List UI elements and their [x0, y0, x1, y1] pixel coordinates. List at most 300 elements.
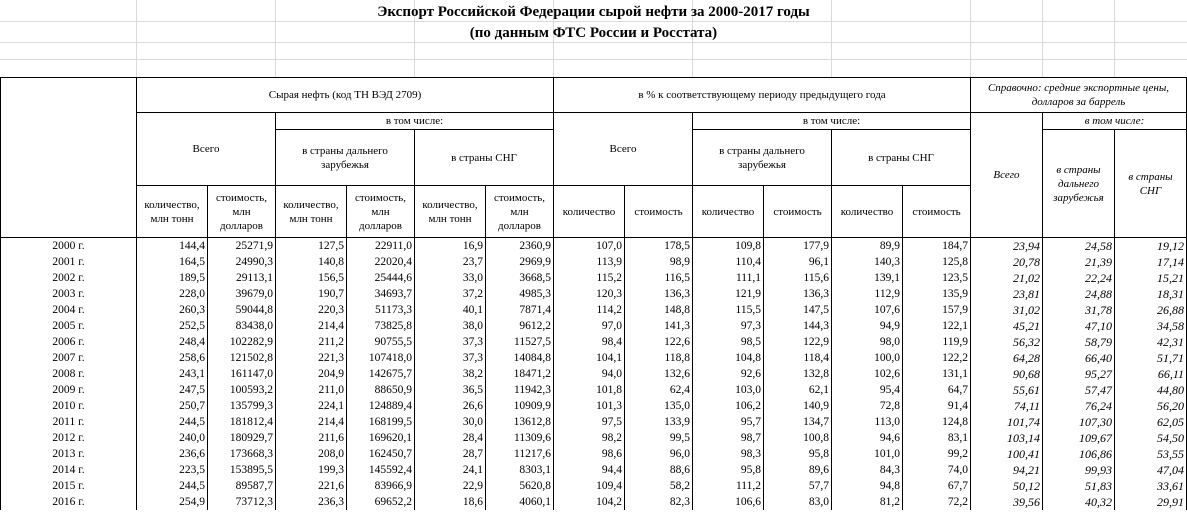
table-row	[1, 430, 1187, 446]
value-cell: 47,10	[1043, 318, 1115, 334]
value-cell: 220,3	[276, 302, 347, 318]
value-cell: 84,3	[832, 462, 903, 478]
value-cell: 254,9	[137, 494, 208, 510]
value-cell: 31,02	[971, 302, 1043, 318]
value-cell: 111,1	[693, 270, 764, 286]
value-cell: 74,0	[903, 462, 971, 478]
value-cell: 124889,4	[347, 398, 415, 414]
value-cell: 101,8	[554, 382, 625, 398]
value-cell: 214,4	[276, 318, 347, 334]
value-cell: 141,3	[625, 318, 693, 334]
value-cell: 103,0	[693, 382, 764, 398]
value-cell: 107,6	[832, 302, 903, 318]
value-cell: 101,3	[554, 398, 625, 414]
table-row	[1, 318, 1187, 334]
value-cell: 24990,3	[208, 254, 276, 270]
value-cell: 3668,5	[486, 270, 554, 286]
value-cell: 96,0	[625, 446, 693, 462]
value-cell: 96,1	[764, 254, 832, 270]
value-cell: 140,3	[832, 254, 903, 270]
cis-qty-header: количество, млн тонн	[415, 186, 486, 238]
value-cell: 173668,3	[208, 446, 276, 462]
value-cell: 29,91	[1115, 494, 1187, 510]
value-cell: 9612,2	[486, 318, 554, 334]
value-cell: 23,7	[415, 254, 486, 270]
value-cell: 248,4	[137, 334, 208, 350]
value-cell: 51,83	[1043, 478, 1115, 494]
value-cell: 121,9	[693, 286, 764, 302]
value-cell: 11942,3	[486, 382, 554, 398]
value-cell: 221,6	[276, 478, 347, 494]
value-cell: 97,3	[693, 318, 764, 334]
value-cell: 236,3	[276, 494, 347, 510]
value-cell: 37,3	[415, 334, 486, 350]
value-cell: 139,1	[832, 270, 903, 286]
value-cell: 94,9	[832, 318, 903, 334]
pct-header: в % к соответствующему периоду предыдущего года	[554, 78, 971, 113]
qty-header: количество, млн тонн	[137, 186, 208, 238]
value-cell: 50,12	[971, 478, 1043, 494]
value-cell: 18,6	[415, 494, 486, 510]
value-cell: 40,1	[415, 302, 486, 318]
value-cell: 83,0	[764, 494, 832, 510]
value-cell: 122,2	[903, 350, 971, 366]
value-cell: 190,7	[276, 286, 347, 302]
value-cell: 94,21	[971, 462, 1043, 478]
value-cell: 74,11	[971, 398, 1043, 414]
value-cell: 38,2	[415, 366, 486, 382]
table-row	[1, 286, 1187, 302]
value-cell: 31,78	[1043, 302, 1115, 318]
value-cell: 72,8	[832, 398, 903, 414]
value-cell: 115,6	[764, 270, 832, 286]
value-cell: 18,31	[1115, 286, 1187, 302]
year-cell: 2015 г.	[1, 478, 137, 494]
value-cell: 28,7	[415, 446, 486, 462]
value-cell: 161147,0	[208, 366, 276, 382]
value-cell: 81,2	[832, 494, 903, 510]
value-cell: 104,8	[693, 350, 764, 366]
value-cell: 2360,9	[486, 238, 554, 255]
table-row	[1, 414, 1187, 430]
value-cell: 38,0	[415, 318, 486, 334]
value-cell: 208,0	[276, 446, 347, 462]
value-cell: 99,93	[1043, 462, 1115, 478]
page-title: Экспорт Российской Федерации сырой нефти за 2000-2017 годы	[377, 4, 810, 20]
value-cell: 98,9	[625, 254, 693, 270]
value-cell: 214,4	[276, 414, 347, 430]
value-cell: 34693,7	[347, 286, 415, 302]
value-cell: 17,14	[1115, 254, 1187, 270]
year-header-cell	[1, 78, 137, 238]
value-cell: 89,9	[832, 238, 903, 255]
value-cell: 244,5	[137, 414, 208, 430]
value-cell: 25271,9	[208, 238, 276, 255]
value-cell: 22,9	[415, 478, 486, 494]
pct-cis-header: в страны СНГ	[832, 130, 971, 186]
value-cell: 244,5	[137, 478, 208, 494]
value-cell: 140,8	[276, 254, 347, 270]
value-cell: 98,0	[832, 334, 903, 350]
page-subtitle: (по данным ФТС России и Росстата)	[469, 25, 718, 41]
table-row	[1, 462, 1187, 478]
value-cell: 100,41	[971, 446, 1043, 462]
value-cell: 169620,1	[347, 430, 415, 446]
cis-header: в страны СНГ	[415, 130, 554, 186]
value-cell: 30,0	[415, 414, 486, 430]
value-cell: 73825,8	[347, 318, 415, 334]
value-cell: 2969,9	[486, 254, 554, 270]
value-cell: 90755,5	[347, 334, 415, 350]
value-cell: 23,81	[971, 286, 1043, 302]
value-cell: 123,5	[903, 270, 971, 286]
value-cell: 95,8	[693, 462, 764, 478]
value-cell: 199,3	[276, 462, 347, 478]
pct-far-qty-header: количество	[693, 186, 764, 238]
value-cell: 101,74	[971, 414, 1043, 430]
value-cell: 95,4	[832, 382, 903, 398]
table-row	[1, 494, 1187, 510]
value-cell: 115,2	[554, 270, 625, 286]
ref-including-header: в том числе:	[1043, 113, 1187, 130]
value-cell: 211,0	[276, 382, 347, 398]
value-cell: 11527,5	[486, 334, 554, 350]
value-cell: 156,5	[276, 270, 347, 286]
value-cell: 112,9	[832, 286, 903, 302]
value-cell: 83,1	[903, 430, 971, 446]
value-cell: 99,5	[625, 430, 693, 446]
value-cell: 153895,5	[208, 462, 276, 478]
value-cell: 66,11	[1115, 366, 1187, 382]
value-cell: 148,8	[625, 302, 693, 318]
value-cell: 177,9	[764, 238, 832, 255]
value-cell: 56,20	[1115, 398, 1187, 414]
value-cell: 73712,3	[208, 494, 276, 510]
value-cell: 99,2	[903, 446, 971, 462]
value-cell: 11309,6	[486, 430, 554, 446]
pct-total-header: Всего	[554, 113, 693, 186]
value-cell: 113,0	[832, 414, 903, 430]
value-cell: 157,9	[903, 302, 971, 318]
value-cell: 98,7	[693, 430, 764, 446]
far-abroad-header: в страны дальнего зарубежья	[276, 130, 415, 186]
year-cell: 2013 г.	[1, 446, 137, 462]
value-cell: 162450,7	[347, 446, 415, 462]
value-cell: 144,3	[764, 318, 832, 334]
value-cell: 64,28	[971, 350, 1043, 366]
value-cell: 44,80	[1115, 382, 1187, 398]
including-header: в том числе:	[276, 113, 554, 130]
value-cell: 124,8	[903, 414, 971, 430]
value-cell: 115,5	[693, 302, 764, 318]
value-cell: 184,7	[903, 238, 971, 255]
value-cell: 7871,4	[486, 302, 554, 318]
value-cell: 122,6	[625, 334, 693, 350]
value-cell: 8303,1	[486, 462, 554, 478]
value-cell: 114,2	[554, 302, 625, 318]
value-cell: 135,9	[903, 286, 971, 302]
table-row	[1, 478, 1187, 494]
value-cell: 94,4	[554, 462, 625, 478]
table-row	[1, 270, 1187, 286]
value-cell: 113,9	[554, 254, 625, 270]
value-cell: 98,3	[693, 446, 764, 462]
value-cell: 258,6	[137, 350, 208, 366]
value-cell: 95,7	[693, 414, 764, 430]
value-cell: 37,3	[415, 350, 486, 366]
value-cell: 109,4	[554, 478, 625, 494]
table-row	[1, 366, 1187, 382]
value-cell: 57,47	[1043, 382, 1115, 398]
table-row	[1, 254, 1187, 270]
value-cell: 62,1	[764, 382, 832, 398]
pct-value-header: стоимость	[625, 186, 693, 238]
value-cell: 204,9	[276, 366, 347, 382]
value-cell: 66,40	[1043, 350, 1115, 366]
value-cell: 109,67	[1043, 430, 1115, 446]
table-body	[1, 238, 1187, 511]
value-cell: 45,21	[971, 318, 1043, 334]
value-cell: 252,5	[137, 318, 208, 334]
year-cell: 2010 г.	[1, 398, 137, 414]
value-cell: 24,88	[1043, 286, 1115, 302]
pct-including-header: в том числе:	[693, 113, 971, 130]
value-cell: 24,1	[415, 462, 486, 478]
year-cell: 2011 г.	[1, 414, 137, 430]
value-cell: 23,94	[971, 238, 1043, 255]
value-cell: 39679,0	[208, 286, 276, 302]
value-cell: 55,61	[971, 382, 1043, 398]
value-cell: 34,58	[1115, 318, 1187, 334]
value-header: стоимость, млн долларов	[208, 186, 276, 238]
value-cell: 21,02	[971, 270, 1043, 286]
value-cell: 76,24	[1043, 398, 1115, 414]
value-cell: 140,9	[764, 398, 832, 414]
value-cell: 106,86	[1043, 446, 1115, 462]
table-row	[1, 446, 1187, 462]
value-cell: 136,3	[764, 286, 832, 302]
value-cell: 90,68	[971, 366, 1043, 382]
value-cell: 221,3	[276, 350, 347, 366]
table-row	[1, 334, 1187, 350]
value-cell: 211,2	[276, 334, 347, 350]
value-cell: 94,6	[832, 430, 903, 446]
value-cell: 240,0	[137, 430, 208, 446]
value-cell: 89587,7	[208, 478, 276, 494]
value-cell: 121502,8	[208, 350, 276, 366]
far-value-header: стоимость, млн долларов	[347, 186, 415, 238]
value-cell: 120,3	[554, 286, 625, 302]
value-cell: 40,32	[1043, 494, 1115, 510]
value-cell: 118,4	[764, 350, 832, 366]
year-cell: 2004 г.	[1, 302, 137, 318]
value-cell: 178,5	[625, 238, 693, 255]
table-row	[1, 398, 1187, 414]
value-cell: 22911,0	[347, 238, 415, 255]
value-cell: 62,05	[1115, 414, 1187, 430]
value-cell: 39,56	[971, 494, 1043, 510]
value-cell: 144,4	[137, 238, 208, 255]
value-cell: 95,27	[1043, 366, 1115, 382]
value-cell: 118,8	[625, 350, 693, 366]
value-cell: 145592,4	[347, 462, 415, 478]
value-cell: 125,8	[903, 254, 971, 270]
value-cell: 47,04	[1115, 462, 1187, 478]
total-header: Всего	[137, 113, 276, 186]
value-cell: 98,4	[554, 334, 625, 350]
pct-far-abroad-header: в страны дальнего зарубежья	[693, 130, 832, 186]
value-cell: 180929,7	[208, 430, 276, 446]
value-cell: 104,2	[554, 494, 625, 510]
year-cell: 2002 г.	[1, 270, 137, 286]
value-cell: 59044,8	[208, 302, 276, 318]
value-cell: 147,5	[764, 302, 832, 318]
ref-far-header: в страны дальнего зарубежья	[1043, 130, 1115, 238]
value-cell: 69652,2	[347, 494, 415, 510]
value-cell: 100,8	[764, 430, 832, 446]
value-cell: 100593,2	[208, 382, 276, 398]
value-cell: 10909,9	[486, 398, 554, 414]
value-cell: 58,79	[1043, 334, 1115, 350]
value-cell: 36,5	[415, 382, 486, 398]
value-cell: 136,3	[625, 286, 693, 302]
value-cell: 107418,0	[347, 350, 415, 366]
value-cell: 98,6	[554, 446, 625, 462]
value-cell: 109,8	[693, 238, 764, 255]
value-cell: 24,58	[1043, 238, 1115, 255]
value-cell: 97,5	[554, 414, 625, 430]
value-cell: 243,1	[137, 366, 208, 382]
value-cell: 51173,3	[347, 302, 415, 318]
value-cell: 102282,9	[208, 334, 276, 350]
value-cell: 88650,9	[347, 382, 415, 398]
value-cell: 122,1	[903, 318, 971, 334]
value-cell: 25444,6	[347, 270, 415, 286]
value-cell: 64,7	[903, 382, 971, 398]
value-cell: 103,14	[971, 430, 1043, 446]
value-cell: 91,4	[903, 398, 971, 414]
value-cell: 98,5	[693, 334, 764, 350]
value-cell: 134,7	[764, 414, 832, 430]
value-cell: 21,39	[1043, 254, 1115, 270]
value-cell: 247,5	[137, 382, 208, 398]
value-cell: 67,7	[903, 478, 971, 494]
value-cell: 250,7	[137, 398, 208, 414]
value-cell: 4985,3	[486, 286, 554, 302]
value-cell: 94,0	[554, 366, 625, 382]
value-cell: 22,24	[1043, 270, 1115, 286]
value-cell: 224,1	[276, 398, 347, 414]
value-cell: 56,32	[971, 334, 1043, 350]
value-cell: 181812,4	[208, 414, 276, 430]
value-cell: 164,5	[137, 254, 208, 270]
value-cell: 83438,0	[208, 318, 276, 334]
value-cell: 211,6	[276, 430, 347, 446]
value-cell: 89,6	[764, 462, 832, 478]
value-cell: 22020,4	[347, 254, 415, 270]
value-cell: 15,21	[1115, 270, 1187, 286]
value-cell: 33,61	[1115, 478, 1187, 494]
value-cell: 37,2	[415, 286, 486, 302]
year-cell: 2012 г.	[1, 430, 137, 446]
value-cell: 228,0	[137, 286, 208, 302]
value-cell: 106,6	[693, 494, 764, 510]
value-cell: 19,12	[1115, 238, 1187, 255]
value-cell: 92,6	[693, 366, 764, 382]
value-cell: 107,30	[1043, 414, 1115, 430]
value-cell: 104,1	[554, 350, 625, 366]
value-cell: 58,2	[625, 478, 693, 494]
value-cell: 83966,9	[347, 478, 415, 494]
value-cell: 106,2	[693, 398, 764, 414]
value-cell: 132,6	[625, 366, 693, 382]
pct-far-value-header: стоимость	[764, 186, 832, 238]
value-cell: 88,6	[625, 462, 693, 478]
value-cell: 119,9	[903, 334, 971, 350]
value-cell: 133,9	[625, 414, 693, 430]
export-table	[0, 77, 1187, 510]
value-cell: 189,5	[137, 270, 208, 286]
year-cell: 2001 г.	[1, 254, 137, 270]
value-cell: 135799,3	[208, 398, 276, 414]
value-cell: 18471,2	[486, 366, 554, 382]
value-cell: 101,0	[832, 446, 903, 462]
value-cell: 33,0	[415, 270, 486, 286]
value-cell: 102,6	[832, 366, 903, 382]
far-qty-header: количество, млн тонн	[276, 186, 347, 238]
value-cell: 16,9	[415, 238, 486, 255]
table-row	[1, 350, 1187, 366]
value-cell: 260,3	[137, 302, 208, 318]
value-cell: 135,0	[625, 398, 693, 414]
value-cell: 5620,8	[486, 478, 554, 494]
pct-cis-value-header: стоимость	[903, 186, 971, 238]
value-cell: 13612,8	[486, 414, 554, 430]
value-cell: 98,2	[554, 430, 625, 446]
value-cell: 72,2	[903, 494, 971, 510]
table-row	[1, 382, 1187, 398]
value-cell: 53,55	[1115, 446, 1187, 462]
value-cell: 97,0	[554, 318, 625, 334]
ref-total-header: Всего	[971, 113, 1043, 238]
value-cell: 11217,6	[486, 446, 554, 462]
pct-qty-header: количество	[554, 186, 625, 238]
crude-oil-header: Сырая нефть (код ТН ВЭД 2709)	[137, 78, 554, 113]
value-cell: 131,1	[903, 366, 971, 382]
table-row	[1, 302, 1187, 318]
value-cell: 142675,7	[347, 366, 415, 382]
value-cell: 54,50	[1115, 430, 1187, 446]
value-cell: 20,78	[971, 254, 1043, 270]
value-cell: 82,3	[625, 494, 693, 510]
year-cell: 2007 г.	[1, 350, 137, 366]
value-cell: 29113,1	[208, 270, 276, 286]
value-cell: 14084,8	[486, 350, 554, 366]
value-cell: 110,4	[693, 254, 764, 270]
value-cell: 94,8	[832, 478, 903, 494]
value-cell: 168199,5	[347, 414, 415, 430]
value-cell: 26,88	[1115, 302, 1187, 318]
value-cell: 127,5	[276, 238, 347, 255]
value-cell: 122,9	[764, 334, 832, 350]
value-cell: 116,5	[625, 270, 693, 286]
year-cell: 2006 г.	[1, 334, 137, 350]
year-cell: 2016 г.	[1, 494, 137, 510]
year-cell: 2008 г.	[1, 366, 137, 382]
year-cell: 2003 г.	[1, 286, 137, 302]
value-cell: 95,8	[764, 446, 832, 462]
value-cell: 111,2	[693, 478, 764, 494]
